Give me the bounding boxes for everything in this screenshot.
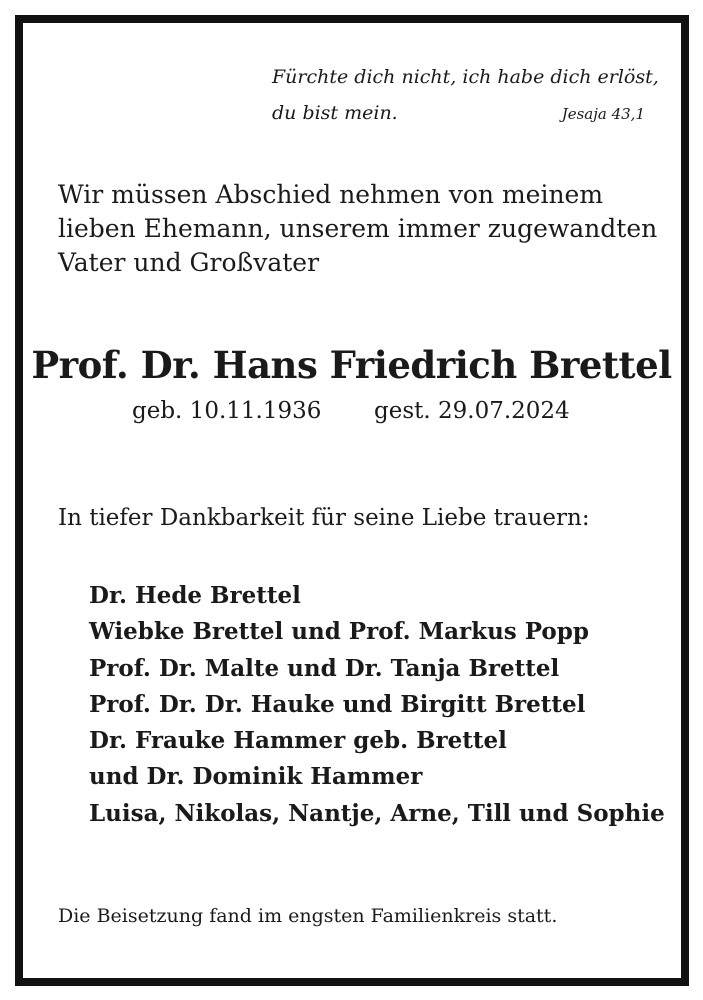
family-member: Wiebke Brettel und Prof. Markus Popp (89, 618, 589, 646)
birth-date: geb. 10.11.1936 (132, 398, 322, 424)
mourning-line: In tiefer Dankbarkeit für seine Liebe trauern: (58, 505, 590, 531)
family-member: Dr. Hede Brettel (89, 582, 301, 609)
verse-reference: Jesaja 43,1 (561, 105, 645, 123)
intro-line: Vater und Großvater (58, 248, 320, 277)
family-member: und Dr. Dominik Hammer (89, 763, 423, 791)
deceased-name: Prof. Dr. Hans Friedrich Brettel (31, 343, 672, 387)
family-member: Luisa, Nikolas, Nantje, Arne, Till und Sophie (89, 799, 665, 827)
intro-line: Wir müssen Abschied nehmen von meinem (58, 180, 604, 209)
verse-line-2: du bist mein. (272, 102, 398, 124)
intro-line: lieben Ehemann, unserem immer zugewandten (58, 214, 658, 243)
family-member: Prof. Dr. Dr. Hauke und Birgitt Brettel (89, 690, 586, 718)
family-list (89, 578, 665, 832)
obituary-border (15, 15, 689, 986)
death-date: gest. 29.07.2024 (374, 398, 570, 424)
family-member: Prof. Dr. Malte und Dr. Tanja Brettel (89, 654, 560, 682)
verse-line-1: Fürchte dich nicht, ich habe dich erlöst, (272, 66, 659, 88)
family-member: Dr. Frauke Hammer geb. Brettel (89, 727, 507, 755)
burial-note: Die Beisetzung fand im engsten Familienkreis statt. (58, 905, 558, 927)
intro-text (58, 178, 657, 280)
